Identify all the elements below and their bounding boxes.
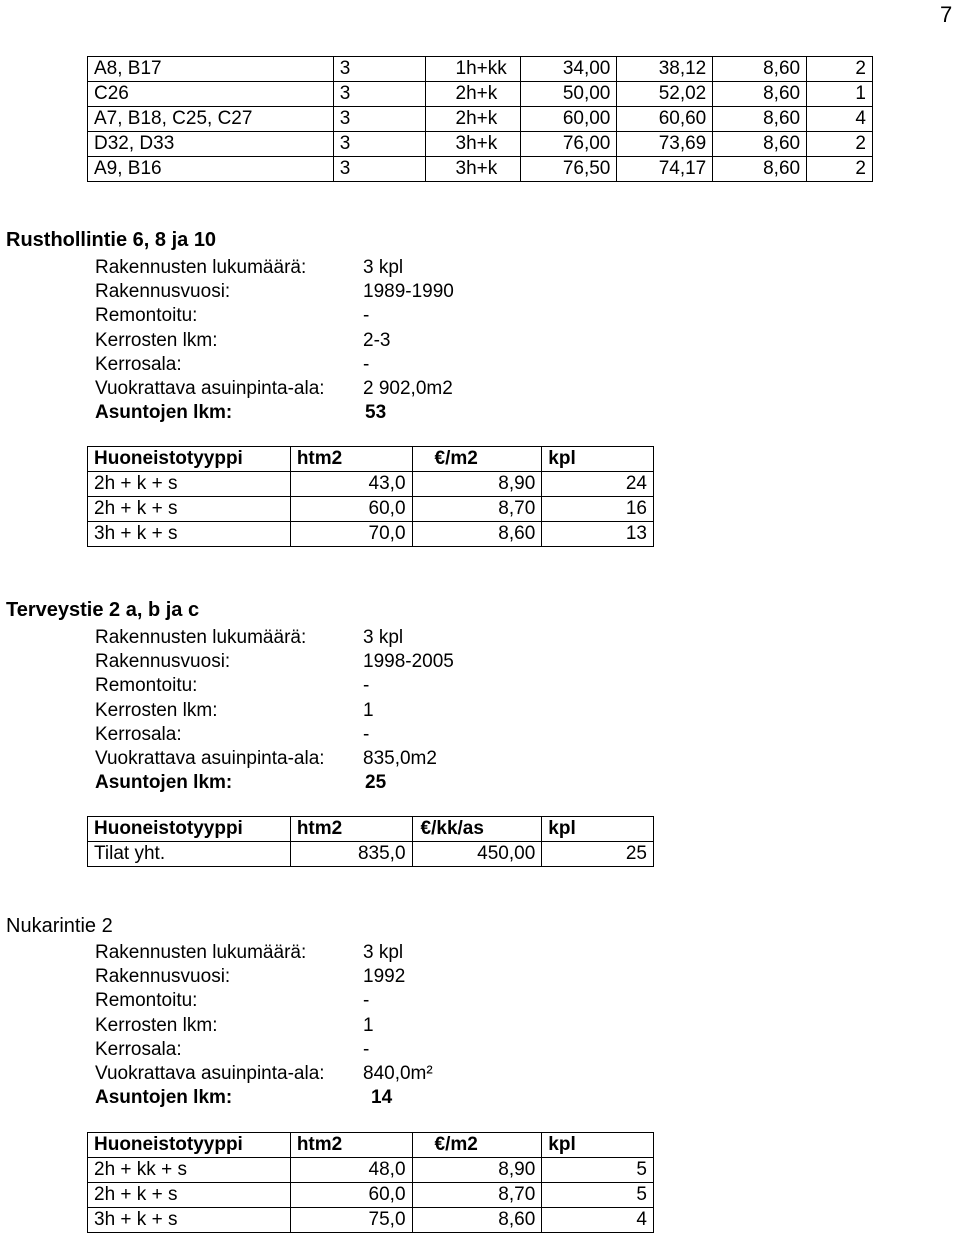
table-cell: 50,00: [521, 82, 617, 107]
property-label: Asuntojen lkm:: [95, 1087, 233, 1109]
table-header-row: [88, 447, 654, 472]
table-cell: 5: [542, 1183, 654, 1208]
property-value: 840,0m²: [363, 1062, 433, 1084]
table-cell: 8,60: [713, 82, 807, 107]
property-value: -: [363, 675, 370, 697]
column-header: Huoneistotyyppi: [88, 447, 291, 472]
table-cell: 4: [542, 1208, 654, 1233]
table-row: [88, 82, 873, 107]
table-cell: 76,00: [521, 132, 617, 157]
table-row: [88, 157, 873, 182]
table-cell: A7, B18, C25, C27: [88, 107, 334, 132]
column-header: kpl: [542, 817, 654, 842]
property-value: 2-3: [363, 329, 391, 351]
section-title: Rusthollintie 6, 8 ja 10: [6, 229, 217, 251]
property-label: Rakennusten lukumäärä:: [95, 627, 307, 648]
property-value: 14: [371, 1087, 393, 1109]
table-cell: 3h + k + s: [88, 522, 291, 547]
property-label: Kerrosala:: [95, 1038, 182, 1060]
table-cell: 2: [807, 57, 873, 82]
apartment-type-table: [87, 816, 654, 867]
table-cell: 4: [807, 107, 873, 132]
table-cell: 52,02: [617, 82, 713, 107]
table-cell: A9, B16: [88, 157, 334, 182]
property-label: Kerrosala:: [95, 723, 182, 745]
column-header: kpl: [542, 1133, 654, 1158]
table-cell: 60,0: [290, 497, 412, 522]
table-cell: 2h+k: [425, 107, 521, 132]
table-cell: 8,60: [412, 1208, 542, 1233]
table-cell: 74,17: [617, 157, 713, 182]
section-title: Terveystie 2 a, b ja c: [6, 599, 200, 621]
table-cell: 60,0: [290, 1183, 412, 1208]
table-header-row: [88, 1133, 654, 1158]
table-cell: 3h+k: [425, 132, 521, 157]
property-label: Remontoitu:: [95, 990, 198, 1012]
table-cell: 3: [333, 157, 425, 182]
table-cell: 3h + k + s: [88, 1208, 291, 1233]
table-row: [88, 522, 654, 547]
column-header: €/m2: [412, 1133, 542, 1158]
table-cell: Tilat yht.: [88, 842, 291, 867]
property-label: Rakennusten lukumäärä:: [95, 942, 307, 963]
table-cell: 8,60: [713, 157, 807, 182]
table-cell: 2h + k + s: [88, 1183, 291, 1208]
table-cell: 34,00: [521, 57, 617, 82]
property-value: 53: [365, 402, 387, 424]
table-cell: 8,60: [713, 57, 807, 82]
apartment-type-table: [87, 446, 654, 547]
table-row: [88, 1208, 654, 1233]
table-row: [88, 57, 873, 82]
table-cell: 16: [542, 497, 654, 522]
table-cell: D32, D33: [88, 132, 334, 157]
table-row: [88, 1183, 654, 1208]
property-label: Remontoitu:: [95, 675, 198, 697]
property-value: 3 kpl: [363, 627, 404, 648]
table-cell: 450,00: [412, 842, 542, 867]
table-cell: 3: [333, 132, 425, 157]
column-header: €/kk/as: [412, 817, 542, 842]
table-row: [88, 132, 873, 157]
property-label: Rakennusvuosi:: [95, 651, 231, 673]
apartment-type-table: [87, 1132, 654, 1233]
property-value: 1: [363, 1014, 374, 1036]
property-value: 835,0m2: [363, 747, 437, 769]
table-cell: 2h + k + s: [88, 497, 291, 522]
table-cell: 70,0: [290, 522, 412, 547]
column-header: kpl: [542, 447, 654, 472]
table-cell: 3h+k: [425, 157, 521, 182]
table-cell: 43,0: [290, 472, 412, 497]
column-header: htm2: [290, 1133, 412, 1158]
table-row: [88, 107, 873, 132]
table-cell: 1h+kk: [425, 57, 521, 82]
table-cell: 3: [333, 57, 425, 82]
table-cell: 60,60: [617, 107, 713, 132]
table-cell: 3: [333, 107, 425, 132]
property-label: Vuokrattava asuinpinta-ala:: [95, 747, 325, 769]
top-apartment-table: [87, 56, 873, 182]
page-number: 7: [940, 2, 953, 27]
table-cell: 25: [542, 842, 654, 867]
table-cell: A8, B17: [88, 57, 334, 82]
property-label: Asuntojen lkm:: [95, 772, 233, 794]
property-label: Kerrosten lkm:: [95, 699, 218, 721]
table-cell: 38,12: [617, 57, 713, 82]
property-value: -: [363, 353, 370, 375]
column-header: Huoneistotyyppi: [88, 1133, 291, 1158]
table-cell: 48,0: [290, 1158, 412, 1183]
property-value: 3 kpl: [363, 942, 404, 963]
property-label: Rakennusten lukumäärä:: [95, 257, 307, 278]
property-value: 2 902,0m2: [363, 377, 453, 399]
property-value: -: [363, 305, 370, 327]
table-cell: 8,90: [412, 1158, 542, 1183]
table-cell: 8,90: [412, 472, 542, 497]
property-value: 1998-2005: [363, 651, 454, 673]
table-cell: 2h + kk + s: [88, 1158, 291, 1183]
property-label: Rakennusvuosi:: [95, 281, 231, 303]
property-label: Asuntojen lkm:: [95, 402, 233, 424]
column-header: Huoneistotyyppi: [88, 817, 291, 842]
table-cell: 24: [542, 472, 654, 497]
table-cell: 2: [807, 157, 873, 182]
table-row: [88, 497, 654, 522]
table-header-row: [88, 817, 654, 842]
table-cell: 8,70: [412, 497, 542, 522]
table-cell: 8,60: [713, 132, 807, 157]
property-value: -: [363, 990, 370, 1012]
property-value: 1: [363, 699, 374, 721]
property-value: 3 kpl: [363, 257, 404, 278]
table-cell: 60,00: [521, 107, 617, 132]
property-label: Rakennusvuosi:: [95, 966, 231, 988]
table-cell: 5: [542, 1158, 654, 1183]
property-label: Kerrosala:: [95, 353, 182, 375]
table-cell: 8,60: [412, 522, 542, 547]
table-cell: 73,69: [617, 132, 713, 157]
property-label: Vuokrattava asuinpinta-ala:: [95, 1062, 325, 1084]
table-cell: C26: [88, 82, 334, 107]
table-cell: 2: [807, 132, 873, 157]
property-value: 25: [365, 772, 387, 794]
property-label: Kerrosten lkm:: [95, 329, 218, 351]
property-label: Remontoitu:: [95, 305, 198, 327]
property-label: Vuokrattava asuinpinta-ala:: [95, 377, 325, 399]
table-cell: 2h+k: [425, 82, 521, 107]
table-row: [88, 842, 654, 867]
table-cell: 75,0: [290, 1208, 412, 1233]
column-header: htm2: [290, 817, 412, 842]
property-label: Kerrosten lkm:: [95, 1014, 218, 1036]
property-value: -: [363, 723, 370, 745]
property-value: 1992: [363, 966, 406, 988]
table-row: [88, 1158, 654, 1183]
table-cell: 8,60: [713, 107, 807, 132]
column-header: htm2: [290, 447, 412, 472]
column-header: €/m2: [412, 447, 542, 472]
table-row: [88, 472, 654, 497]
property-value: -: [363, 1038, 370, 1060]
table-cell: 76,50: [521, 157, 617, 182]
table-cell: 835,0: [290, 842, 412, 867]
section-title: Nukarintie 2: [6, 915, 113, 937]
table-cell: 1: [807, 82, 873, 107]
table-cell: 13: [542, 522, 654, 547]
table-cell: 3: [333, 82, 425, 107]
table-cell: 8,70: [412, 1183, 542, 1208]
property-value: 1989-1990: [363, 281, 454, 303]
table-cell: 2h + k + s: [88, 472, 291, 497]
